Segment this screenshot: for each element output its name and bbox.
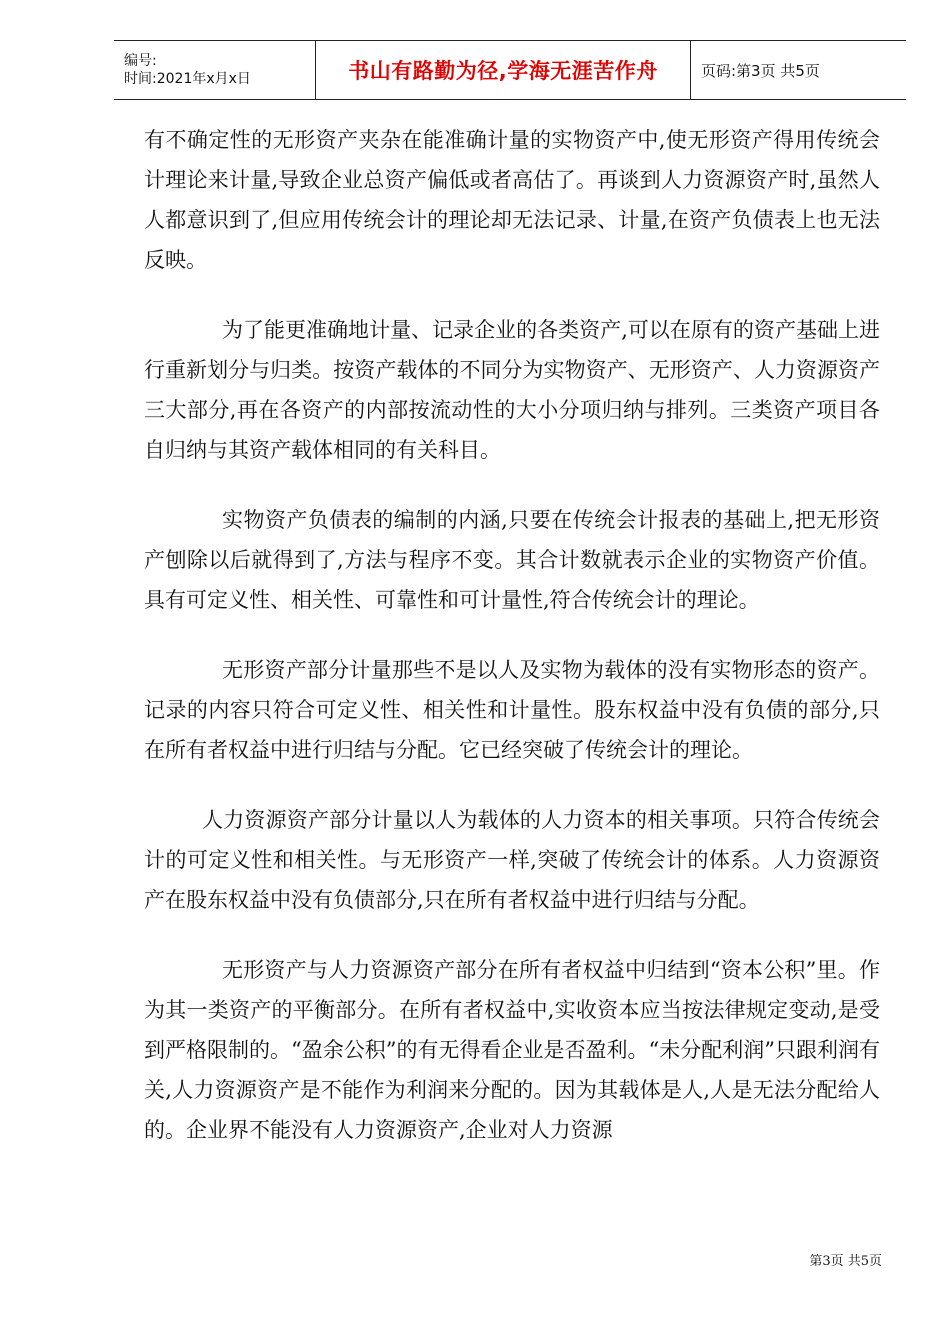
paragraph-6: 无形资产与人力资源资产部分在所有者权益中归结到“资本公积”里。作为其一类资产的平衡部分。在所有者权益中,实收资本应当按法律规定变动,是受到严格限制的。“盈余公积”的有无得看企业是否盈利。“未分配利润”只跟利润有关,人力资源资产是不能作为利润来分配的。因为其载体是人,人是无法分配给人的。企业界不能没有人力资源资产,企业对人力资源: [144, 958, 880, 1142]
paragraph-4: 无形资产部分计量那些不是以人及实物为载体的没有实物形态的资产。记录的内容只符合可定义性、相关性和计量性。股东权益中没有负债的部分,只在所有者权益中进行归结与分配。它已经突破了传统会计的理论。: [144, 658, 880, 762]
document-body: [144, 120, 880, 1180]
page-footer-number: 第3页 共5页: [809, 1254, 882, 1269]
paragraph-5: 人力资源资产部分计量以人为载体的人力资本的相关事项。只符合传统会计的可定义性和相关性。与无形资产一样,突破了传统会计的体系。人力资源资产在股东权益中没有负债部分,只在所有者权益中进行归结与分配。: [144, 808, 880, 912]
header-page-code: 页码:第3页 共5页: [701, 61, 820, 80]
paragraph-3: 实物资产负债表的编制的内涵,只要在传统会计报表的基础上,把无形资产刨除以后就得到了,方法与程序不变。其合计数就表示企业的实物资产价值。具有可定义性、相关性、可靠性和可计量性,符合传统会计的理论。: [144, 508, 880, 612]
document-number-label: 编号:: [124, 53, 157, 69]
header-motto: 书山有路勤为径,学海无涯苦作舟: [316, 41, 691, 99]
page-header: [114, 40, 906, 100]
document-date-label: 时间:2021年x月x日: [124, 71, 251, 87]
paragraph-2: 为了能更准确地计量、记录企业的各类资产,可以在原有的资产基础上进行重新划分与归类。按资产载体的不同分为实物资产、无形资产、人力资源资产三大部分,再在各资产的内部按流动性的大小分项归纳与排列。三类资产项目各自归纳与其资产载体相同的有关科目。: [144, 318, 880, 462]
paragraph-1: 有不确定性的无形资产夹杂在能准确计量的实物资产中,使无形资产得用传统会计理论来计量,导致企业总资产偏低或者高估了。再谈到人力资源资产时,虽然人人都意识到了,但应用传统会计的理论却无法记录、计量,在资产负债表上也无法反映。: [144, 128, 880, 272]
header-meta: [114, 41, 316, 99]
